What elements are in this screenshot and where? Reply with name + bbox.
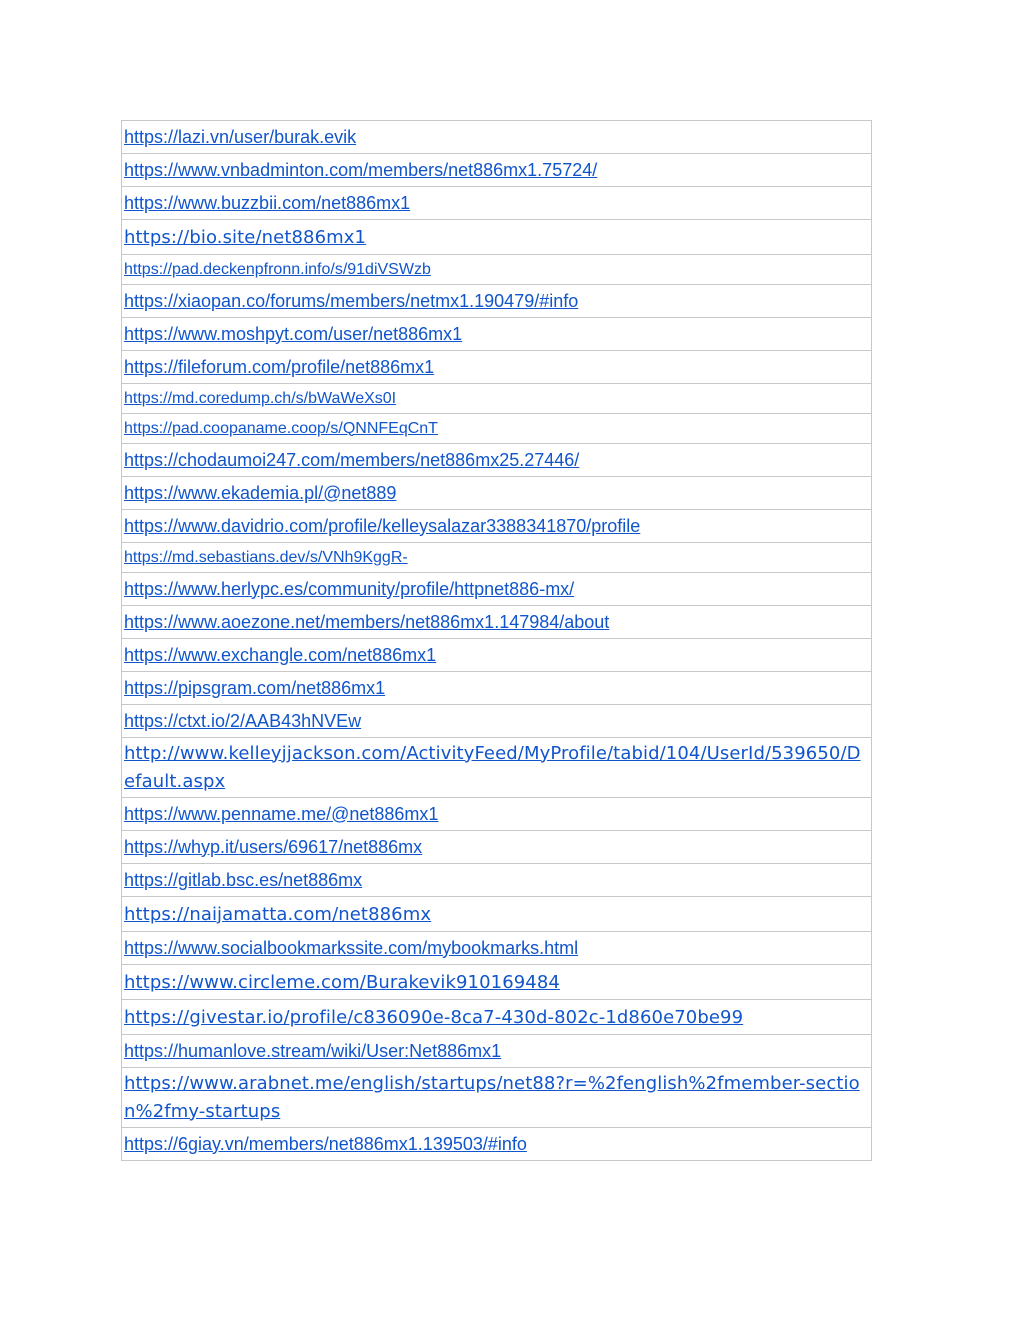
table-row — [122, 573, 872, 606]
profile-link[interactable]: https://www.buzzbii.com/net886mx1 — [124, 192, 411, 213]
profile-link[interactable]: https://pad.deckenpfronn.info/s/91diVSWzb — [124, 260, 431, 278]
profile-link[interactable]: https://humanlove.stream/wiki/User:Net886mx1 — [124, 1040, 502, 1061]
table-row — [122, 154, 872, 187]
table-row — [122, 831, 872, 864]
table-row — [122, 187, 872, 220]
profile-link[interactable]: https://www.davidrio.com/profile/kelleysalazar3388341870/profile — [124, 515, 641, 536]
profile-link[interactable]: https://6giay.vn/members/net886mx1.139503/#info — [124, 1133, 527, 1154]
table-row — [122, 414, 872, 444]
profile-link[interactable]: https://md.sebastians.dev/s/VNh9KggR- — [124, 548, 408, 566]
table-row — [122, 285, 872, 318]
table-cell — [122, 1035, 872, 1068]
profile-link[interactable]: http://www.kelleyjjackson.com/ActivityFeed/MyProfile/tabid/104/UserId/539650/Default.aspx — [124, 742, 861, 792]
table-row — [122, 318, 872, 351]
profile-link[interactable]: https://chodaumoi247.com/members/net886mx25.27446/ — [124, 449, 580, 470]
table-row — [122, 672, 872, 705]
profile-link[interactable]: https://fileforum.com/profile/net886mx1 — [124, 356, 435, 377]
table-row — [122, 510, 872, 543]
profile-link[interactable]: https://www.herlypc.es/community/profile/httpnet886-mx/ — [124, 578, 575, 599]
profile-link[interactable]: https://givestar.io/profile/c836090e-8ca7-430d-802c-1d860e70be99 — [124, 1006, 744, 1028]
table-cell — [122, 1128, 872, 1161]
table-cell — [122, 510, 872, 543]
table-row — [122, 639, 872, 672]
profile-link[interactable]: https://www.arabnet.me/english/startups/net88?r=%2fenglish%2fmember-section%2fmy-startups — [124, 1072, 860, 1122]
profile-link[interactable]: https://lazi.vn/user/burak.evik — [124, 126, 357, 147]
table-cell — [122, 384, 872, 414]
profile-link[interactable]: https://www.vnbadminton.com/members/net886mx1.75724/ — [124, 159, 598, 180]
table-row — [122, 351, 872, 384]
table-cell — [122, 606, 872, 639]
profile-link[interactable]: https://pad.coopaname.coop/s/QNNFEqCnT — [124, 419, 438, 437]
profile-link[interactable]: https://www.circleme.com/Burakevik910169484 — [124, 971, 560, 993]
table-cell — [122, 1068, 872, 1128]
profile-link[interactable]: https://www.exchangle.com/net886mx1 — [124, 644, 437, 665]
table-row — [122, 477, 872, 510]
table-row — [122, 864, 872, 897]
profile-link[interactable]: https://www.penname.me/@net886mx1 — [124, 803, 439, 824]
profile-link[interactable]: https://md.coredump.ch/s/bWaWeXs0I — [124, 389, 397, 407]
table-row — [122, 444, 872, 477]
table-row — [122, 384, 872, 414]
profile-link[interactable]: https://naijamatta.com/net886mx — [124, 903, 432, 925]
table-row — [122, 705, 872, 738]
table-row — [122, 1128, 872, 1161]
table-cell — [122, 798, 872, 831]
table-row — [122, 543, 872, 573]
table-cell — [122, 864, 872, 897]
table-cell — [122, 477, 872, 510]
profile-link[interactable]: https://whyp.it/users/69617/net886mx — [124, 836, 423, 857]
profile-link[interactable]: https://www.aoezone.net/members/net886mx1.147984/about — [124, 611, 610, 632]
table-row — [122, 255, 872, 285]
profile-link[interactable]: https://www.ekademia.pl/@net889 — [124, 482, 397, 503]
table-cell — [122, 672, 872, 705]
link-table — [121, 120, 872, 1161]
table-cell — [122, 738, 872, 798]
table-cell — [122, 573, 872, 606]
table-cell — [122, 639, 872, 672]
table-cell — [122, 1000, 872, 1035]
table-row — [122, 220, 872, 255]
profile-link[interactable]: https://www.socialbookmarkssite.com/mybookmarks.html — [124, 937, 579, 958]
table-row — [122, 121, 872, 154]
profile-link[interactable]: https://bio.site/net886mx1 — [124, 226, 367, 248]
table-cell — [122, 318, 872, 351]
profile-link[interactable]: https://xiaopan.co/forums/members/netmx1.190479/#info — [124, 290, 579, 311]
table-cell — [122, 414, 872, 444]
table-row — [122, 897, 872, 932]
table-cell — [122, 154, 872, 187]
table-cell — [122, 255, 872, 285]
table-cell — [122, 705, 872, 738]
table-row — [122, 1068, 872, 1128]
table-cell — [122, 444, 872, 477]
table-row — [122, 1000, 872, 1035]
table-row — [122, 798, 872, 831]
table-cell — [122, 220, 872, 255]
table-row — [122, 932, 872, 965]
table-cell — [122, 121, 872, 154]
table-cell — [122, 897, 872, 932]
profile-link[interactable]: https://pipsgram.com/net886mx1 — [124, 677, 386, 698]
profile-link[interactable]: https://gitlab.bsc.es/net886mx — [124, 869, 363, 890]
table-row — [122, 738, 872, 798]
table-cell — [122, 351, 872, 384]
table-cell — [122, 965, 872, 1000]
table-cell — [122, 831, 872, 864]
table-row — [122, 965, 872, 1000]
table-cell — [122, 543, 872, 573]
profile-link[interactable]: https://www.moshpyt.com/user/net886mx1 — [124, 323, 463, 344]
profile-link[interactable]: https://ctxt.io/2/AAB43hNVEw — [124, 710, 362, 731]
table-row — [122, 1035, 872, 1068]
table-cell — [122, 285, 872, 318]
table-cell — [122, 187, 872, 220]
table-row — [122, 606, 872, 639]
table-cell — [122, 932, 872, 965]
